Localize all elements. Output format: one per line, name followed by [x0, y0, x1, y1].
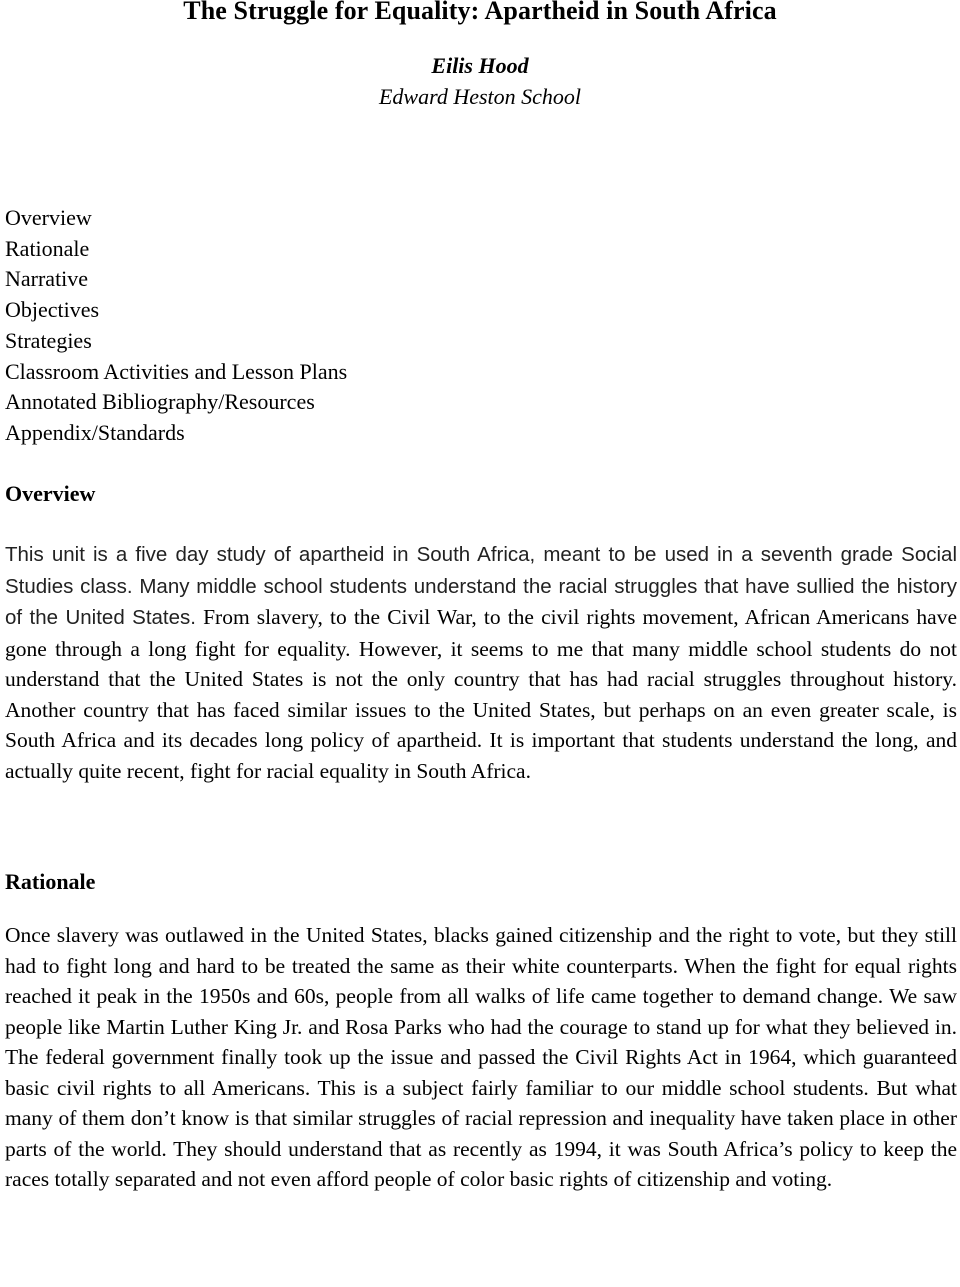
- table-of-contents: [5, 203, 347, 449]
- school-name: Edward Heston School: [378, 84, 582, 109]
- rationale-heading: Rationale: [5, 869, 96, 894]
- toc-item-objectives: Objectives: [5, 297, 100, 323]
- toc-item-classroom-activities: Classroom Activities and Lesson Plans: [5, 358, 348, 384]
- toc-item-narrative: Narrative: [5, 266, 89, 292]
- rationale-paragraph: Once slavery was outlawed in the United States, blacks gained citizenship and the right to vote, but they still had to fight long and hard to be treated the same as their white counterparts. When the fight for equal rights reached it peak in the 1950s and 60s, people from all walks of life came together to demand change. We saw people like Martin Luther King Jr. and Rosa Parks who had the courage to stand up for what they believed in. The federal government finally took up the issue and passed the Civil Rights Act in 1964, which guaranteed basic civil rights to all Americans. This is a subject fairly familiar to our middle school students. But what many of them don’t know is that similar struggles of racial repression and inequality have taken place in other parts of the world. They should understand that as recently as 1994, it was South Africa’s policy to keep the races totally separated and not even afford people of color basic rights of citizenship and voting.: [5, 923, 957, 1191]
- overview-paragraph: [5, 539, 957, 786]
- toc-item-appendix: Appendix/Standards: [5, 419, 185, 445]
- toc-item-strategies: Strategies: [5, 327, 92, 353]
- overview-text-sans: This unit is a five day study of apartheid in South Africa, meant to be used in a seventh grade Social Studies class. Many middle school students understand the racial struggles that have sullied the history of the United States.: [5, 543, 957, 629]
- toc-item-rationale: Rationale: [5, 235, 90, 261]
- toc-item-overview: Overview: [5, 205, 92, 230]
- document-title: The Struggle for Equality: Apartheid in South Africa: [183, 0, 777, 25]
- overview-text-serif: From slavery, to the Civil War, to the civil rights movement, African Americans have gone through a long fight for equality. However, it seems to me that many middle school students do not understand that the United States is not the only country that has had racial struggles throughout history. Another country that has faced similar issues to the United States, but perhaps on an even greater scale, is South Africa and its decades long policy of apartheid. It is important that students understand the long, and actually quite recent, fight for racial equality in South Africa.: [5, 605, 957, 783]
- overview-heading: Overview: [5, 481, 96, 506]
- toc-item-bibliography: Annotated Bibliography/Resources: [5, 389, 315, 415]
- author-name: Eilis Hood: [431, 53, 529, 78]
